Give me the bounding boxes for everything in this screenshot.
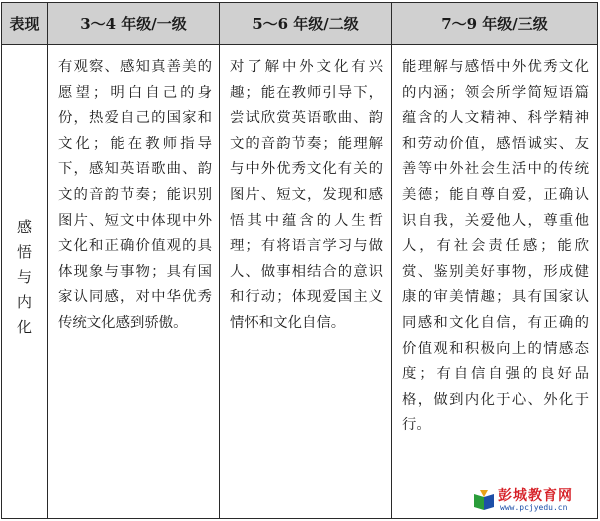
header-level-2: 5～6 年级/二级 xyxy=(252,14,359,33)
header-level-3: 7～9 年级/三级 xyxy=(441,14,548,33)
row-label-text: 感悟与内化 xyxy=(15,219,33,344)
cell-level-3: 能理解与感悟中外优秀文化的内涵；领会所学简短语篇蕴含的人文精神、科学精神和劳动价值，感悟诚实、友善等中外社会生活中的传统美德；能自尊自爱，正确认识自我，关爱他人，尊重他人，有社会责任感；能欣赏、鉴别美好事物，形成健康的审美情趣；具有国家认同感和文化自信，有正确的价值观和积极向上的情感态度；有自信自强的良好品格，做到内化于心、外化于行。 xyxy=(402,59,589,434)
book-icon xyxy=(472,488,496,512)
header-level-1: 3～4 年级/一级 xyxy=(80,14,187,33)
site-watermark-logo xyxy=(472,485,592,515)
cell-level-1: 有观察、感知真善美的愿望；明白自己的身份，热爱自己的国家和文化；能在教师指导下，感知英语歌曲、韵文的音韵节奏；能识别图片、短文中体现中外文化和正确价值观的具体现象与事物；具有国家认同感，对中华优秀传统文化感到骄傲。 xyxy=(58,59,212,331)
header-performance: 表现 xyxy=(9,14,40,33)
watermark-brand: 彭城教育网 xyxy=(498,488,573,504)
cell-level-2: 对了解中外文化有兴趣；能在教师引导下，尝试欣赏英语歌曲、韵文的音韵节奏；能理解与中外优秀文化有关的图片、短文，发现和感悟其中蕴含的人生哲理；有将语言学习与做人、做事相结合的意识和行动；体现爱国主义情怀和文化自信。 xyxy=(230,59,383,331)
standards-table xyxy=(1,2,598,519)
watermark-url: www.pcjyedu.cn xyxy=(500,503,568,512)
row-label xyxy=(2,45,47,518)
